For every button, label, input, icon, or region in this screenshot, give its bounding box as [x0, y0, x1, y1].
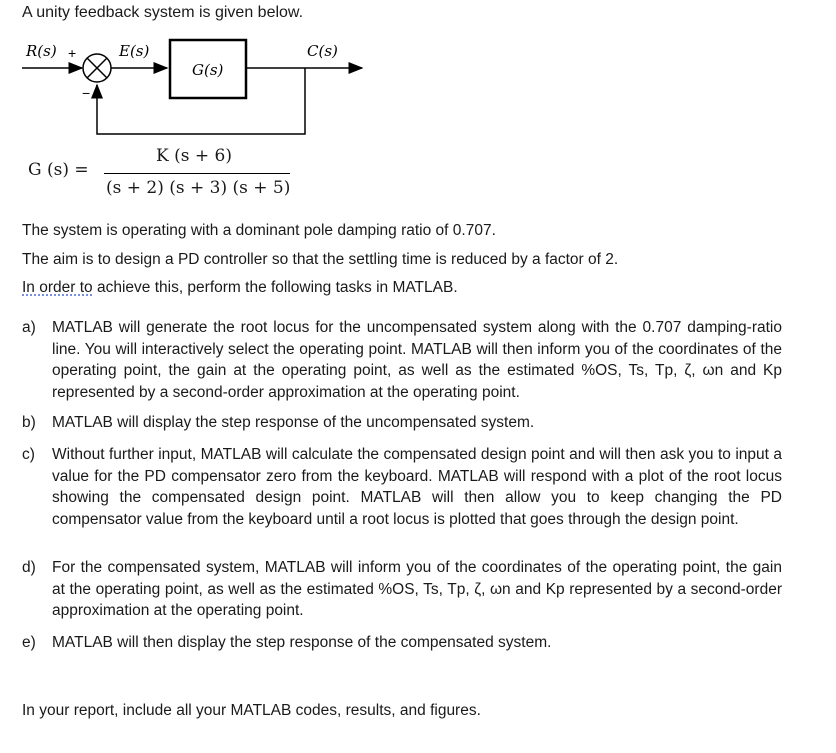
error-label: E(s)	[119, 42, 150, 60]
block-diagram	[0, 30, 380, 140]
task-letter: e)	[22, 634, 36, 651]
report-instruction: In your report, include all your MATLAB codes, results, and figures.	[22, 702, 481, 719]
task-letter: b)	[22, 414, 36, 431]
block-label: G(s)	[192, 61, 224, 79]
task-d	[22, 557, 782, 622]
task-letter: c)	[22, 446, 35, 463]
input-label: R(s)	[26, 42, 57, 60]
intro-text: A unity feedback system is given below.	[22, 4, 304, 21]
grammar-flag: In order to	[22, 279, 93, 296]
task-text: For the compensated system, MATLAB will inform you of the coordinates of the operating point, the gain at the operating point, as well as the estimated %OS, Ts, Tp, ζ, ωn and Kp represented by a second-order approximation at the operating point.	[52, 559, 782, 619]
task-c	[22, 444, 782, 530]
paragraph-damping: The system is operating with a dominant pole damping ratio of 0.707.	[22, 222, 496, 239]
output-label: C(s)	[307, 42, 338, 60]
task-a	[22, 317, 782, 403]
task-text: Without further input, MATLAB will calculate the compensated design point and will then ask you to input a value for the PD compensator zero from the keyboard. MATLAB will respond with a plot of the root locus showing the compensated design point. MATLAB will then allow you to keep changing the PD compensator value from the keyboard until a root locus is plotted that goes through the design point.	[52, 446, 782, 528]
task-text: MATLAB will generate the root locus for the uncompensated system along with the 0.707 damping-ratio line. You will interactively select the operating point. MATLAB will then inform you of the coordinates of the operating point, the gain at the operating point, as well as the estimated %OS, Ts, Tp, ζ, ωn and Kp represented by a second-order approximation at the operating point.	[52, 319, 783, 401]
summing-junction	[83, 54, 111, 82]
formula-lhs: G (s) =	[28, 160, 89, 180]
fraction-bar	[104, 173, 290, 174]
task-e	[22, 632, 782, 654]
task-text: MATLAB will then display the step response of the compensated system.	[52, 634, 552, 651]
minus-sign: −	[82, 85, 91, 101]
task-letter: d)	[22, 559, 36, 576]
plus-sign: +	[68, 45, 77, 61]
task-letter: a)	[22, 319, 36, 336]
paragraph-aim: The aim is to design a PD controller so that the settling time is reduced by a factor of 2.	[22, 251, 619, 268]
formula-numerator: K (s + 6)	[156, 146, 232, 166]
paragraph-tasks-intro: In order to achieve this, perform the following tasks in MATLAB.	[22, 279, 458, 296]
task-text: MATLAB will display the step response of the uncompensated system.	[52, 414, 535, 431]
transfer-function	[28, 146, 328, 202]
task-b	[22, 412, 782, 434]
formula-denominator: (s + 2) (s + 3) (s + 5)	[106, 178, 291, 198]
